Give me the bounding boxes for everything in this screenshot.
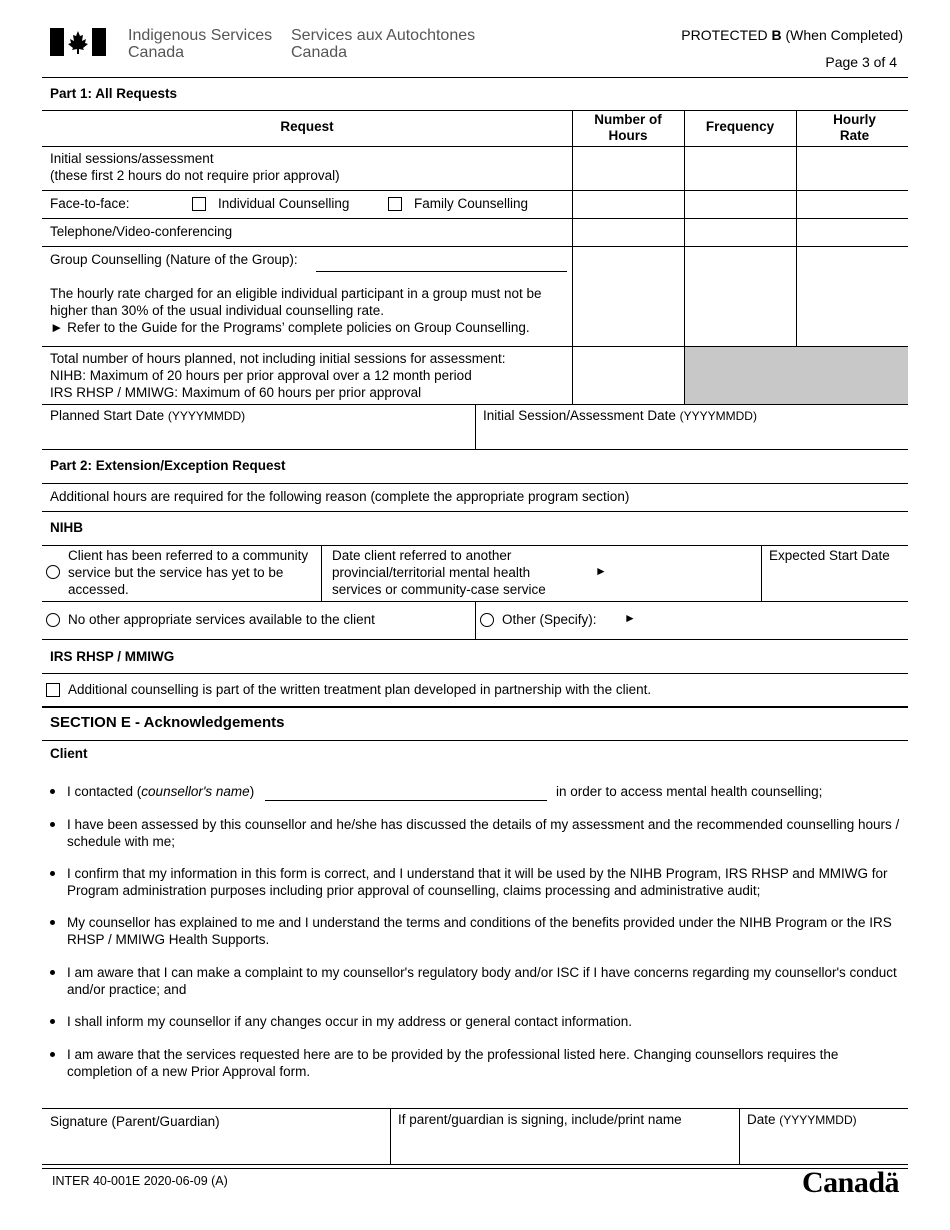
dept-name-en-line2: Canada: [128, 44, 185, 61]
bullet-dot: [50, 1052, 55, 1057]
face-to-face-label: Face-to-face:: [50, 196, 130, 211]
signature-date-field[interactable]: Date (YYYYMMDD): [747, 1112, 857, 1127]
part1-title: Part 1: All Requests: [50, 86, 178, 101]
individual-counselling-checkbox[interactable]: [192, 197, 206, 211]
telephone-video-label: Telephone/Video-conferencing: [50, 224, 233, 239]
other-specify-label: Other (Specify):: [502, 612, 597, 627]
initial-session-date-field[interactable]: Initial Session/Assessment Date (YYYYMMDD): [483, 408, 757, 423]
ack-assessed: I have been assessed by this counsellor and he/she has discussed the details of my assessment and the recommended counselling hours / schedule with me;: [67, 817, 900, 849]
page-number: Page 3 of 4: [825, 54, 897, 70]
section-e-title: SECTION E - Acknowledgements: [50, 714, 285, 731]
planned-start-date-field[interactable]: Planned Start Date (YYYYMMDD): [50, 408, 246, 423]
protected-level: B: [771, 27, 782, 43]
family-counselling-label: Family Counselling: [414, 196, 529, 211]
counsellor-name-input[interactable]: [265, 800, 547, 801]
canada-wordmark: Canadä: [802, 1166, 900, 1199]
total-hours-shaded-cell: [685, 347, 908, 404]
bullet-dot: [50, 822, 55, 827]
date-referred-arrow-icon: ►: [595, 564, 607, 578]
bullet-dot: [50, 1019, 55, 1024]
total-hours-note: Total number of hours planned, not including initial sessions for assessment: NIHB: Maximum of 20 hours per prior approval over a 12 month period IRS RHSP / MMIWG: Maximum of 60 hours per prior approval: [50, 351, 506, 400]
ack-inform-changes: I shall inform my counsellor if any changes occur in my address or general contact information.: [67, 1014, 633, 1029]
additional-counselling-checkbox[interactable]: [46, 683, 60, 697]
referred-community-radio[interactable]: [46, 565, 60, 579]
ack-services: I am aware that the services requested here are to be provided by the professional listed here. Changing counsellors requires the completion of a new Prior Approval form.: [67, 1047, 839, 1079]
bullet-dot: [50, 920, 55, 925]
ack-terms: My counsellor has explained to me and I understand the terms and conditions of the benefits provided under the NIHB Program or the IRS RHSP / MMIWG Health Supports.: [67, 915, 892, 947]
print-name-field[interactable]: If parent/guardian is signing, include/print name: [398, 1112, 682, 1127]
no-other-services-label: No other appropriate services available to the client: [68, 612, 375, 627]
individual-counselling-label: Individual Counselling: [218, 196, 350, 211]
nihb-heading: NIHB: [50, 520, 83, 535]
bullet-dot: [50, 970, 55, 975]
group-counselling-label: Group Counselling (Nature of the Group):: [50, 252, 298, 267]
ack-contacted-suffix: in order to access mental health counselling;: [556, 784, 823, 799]
family-counselling-checkbox[interactable]: [388, 197, 402, 211]
ack-confirm-info: I confirm that my information in this form is correct, and I understand that it will be used by the NIHB Program, IRS RHSP and MMIWG for Program administration purposes including prior approval of counselling, claims processing and administrative audit;: [67, 866, 888, 898]
additional-counselling-label: Additional counselling is part of the written treatment plan developed in partnership with the client.: [68, 682, 652, 697]
part2-title: Part 2: Extension/Exception Request: [50, 458, 286, 473]
ack-complaint: I am aware that I can make a complaint to my counsellor's regulatory body and/or ISC if I have concerns regarding my counsellor's conduct and/or practice; and: [67, 965, 897, 997]
col-number-of-hours: Number of Hours: [594, 112, 662, 143]
initial-sessions-label: Initial sessions/assessment (these first 2 hours do not require prior approval): [50, 151, 340, 183]
dept-name-fr-line1: Services aux Autochtones: [291, 27, 476, 44]
other-specify-arrow-icon: ►: [624, 611, 636, 625]
dept-name-fr-line2: Canada: [291, 44, 348, 61]
protected-label: PROTECTED B (When Completed): [681, 27, 903, 43]
gov-flag-logo: [50, 28, 106, 56]
col-frequency: Frequency: [705, 119, 775, 134]
extension-reason: Additional hours are required for the following reason (complete the appropriate program section): [50, 489, 630, 504]
date-referred-label: Date client referred to another provincial/territorial mental health services or community-case service: [332, 548, 546, 597]
form-id: INTER 40-001E 2020-06-09 (A): [52, 1174, 228, 1188]
bullet-dot: [50, 789, 55, 794]
dept-name-en-line1: Indigenous Services: [128, 27, 273, 44]
group-note: The hourly rate charged for an eligible individual participant in a group must not be higher than 30% of the usual individual counselling rate. ► Refer to the Guide for the Programs’ complete policies on Group Counselling.: [50, 286, 542, 335]
ack-contacted: I contacted (counsellor's name): [67, 784, 255, 799]
bullet-dot: [50, 871, 55, 876]
expected-start-date-field[interactable]: Expected Start Date: [769, 548, 890, 563]
client-heading: Client: [50, 746, 88, 761]
irs-rhsp-heading: IRS RHSP / MMIWG: [50, 649, 175, 664]
other-specify-radio[interactable]: [480, 613, 494, 627]
col-request: Request: [280, 119, 334, 134]
no-other-services-radio[interactable]: [46, 613, 60, 627]
signature-field[interactable]: Signature (Parent/Guardian): [50, 1114, 220, 1129]
col-hourly-rate: Hourly Rate: [833, 112, 876, 143]
referred-community-label: Client has been referred to a community service but the service has yet to be accessed.: [68, 548, 309, 597]
group-nature-input[interactable]: [316, 271, 567, 272]
